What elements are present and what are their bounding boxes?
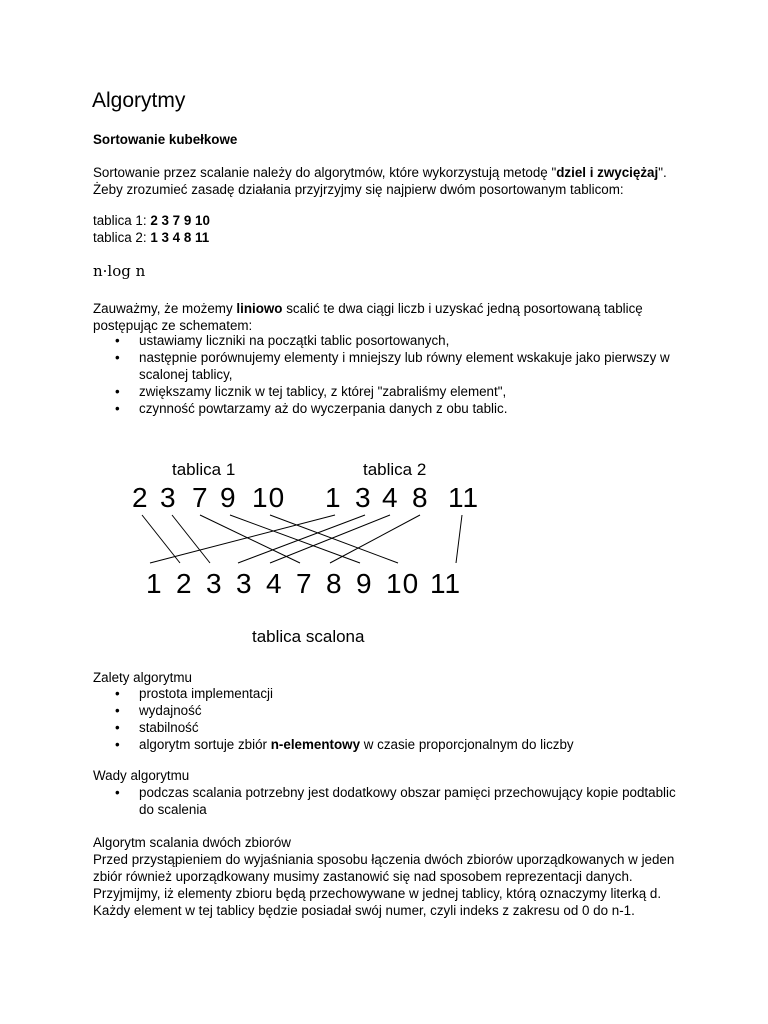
list-item-text-end: w czasie proporcjonalnym do liczby (360, 737, 574, 752)
para-line-1 (93, 300, 643, 317)
array-2-label: tablica 2: (93, 230, 151, 245)
list-item (93, 349, 670, 383)
bullet-icon: • (115, 686, 120, 701)
advantages-list (93, 685, 574, 753)
bullet-icon: • (115, 703, 120, 718)
bullet-icon: • (115, 333, 120, 348)
top-row-number: 9 (220, 482, 237, 513)
list-item-text: prostota implementacji (139, 686, 273, 701)
array-1-line (93, 212, 210, 229)
intro-line-2: Żeby zrozumieć zasadę działania przyjrzyjmy się najpierw dwóm posortowanym tablicom: (93, 182, 624, 197)
complexity-formula: n·log n (93, 262, 146, 280)
top-row-number: 2 (132, 482, 149, 513)
top-row-number: 1 (325, 482, 342, 513)
list-item (93, 332, 670, 349)
merge-line-3: Przyjmijmy, iż elementy zbioru będą przechowywane w jednej tablicy, którą oznaczymy literką d. (93, 886, 662, 901)
connector-line (142, 515, 180, 563)
merged-row-number: 10 (386, 568, 420, 599)
para-text: Zauważmy, że możemy (93, 301, 237, 316)
steps-list (93, 332, 670, 417)
list-item-text: algorytm sortuje zbiór (139, 737, 271, 752)
array-2-values: 1 3 4 8 11 (150, 230, 210, 245)
merge-line-4: Każdy element w tej tablicy będzie posiadał swój numer, czyli indeks z zakresu od 0 do n-1. (93, 903, 635, 918)
list-item-text: wydajność (139, 703, 202, 718)
list-item-text-cont: do scalenia (139, 802, 207, 817)
list-item-text-cont: scalonej tablicy, (139, 367, 233, 382)
list-item (93, 383, 670, 400)
merged-row-number: 8 (326, 568, 343, 599)
list-item-text: czynność powtarzamy aż do wyczerpania danych z obu tablic. (139, 401, 508, 416)
merge-line-1: Przed przystąpieniem do wyjaśniania sposobu łączenia dwóch zbiorów uporządkowanych w jeden (93, 852, 675, 867)
disadvantages-heading: Wady algorytmu (93, 768, 190, 783)
bullet-icon: • (115, 737, 120, 752)
intro-text-end: ". (658, 165, 667, 180)
connector-line (456, 515, 462, 563)
merged-row-number: 3 (236, 568, 253, 599)
bullet-icon: • (115, 720, 120, 735)
merged-row-number: 9 (356, 568, 373, 599)
top-row-number: 8 (412, 482, 429, 513)
para-emphasis: liniowo (236, 301, 283, 316)
merged-row-number: 11 (430, 568, 462, 599)
diagram-connector-lines (120, 455, 500, 655)
top-row-number: 11 (448, 482, 480, 513)
list-item (93, 702, 574, 719)
intro-emphasis: dziel i zwyciężaj (556, 165, 659, 180)
intro-line-1 (93, 164, 667, 181)
array-2-line (93, 229, 209, 246)
connector-line (330, 515, 420, 563)
merge-heading: Algorytm scalania dwóch zbiorów (93, 835, 291, 850)
list-item (93, 736, 574, 753)
top-row-number: 3 (355, 482, 372, 513)
list-item (93, 685, 574, 702)
bullet-icon: • (115, 384, 120, 399)
merged-row-number: 7 (296, 568, 313, 599)
diagram-label-array-2: tablica 2 (363, 460, 427, 479)
bullet-icon: • (115, 785, 120, 800)
array-1-label: tablica 1: (93, 213, 151, 228)
top-row-number: 4 (382, 482, 399, 513)
bullet-icon: • (115, 401, 120, 416)
merged-row-number: 2 (176, 568, 193, 599)
list-item-emphasis: n-elementowy (270, 737, 361, 752)
array-1-values: 2 3 7 9 10 (150, 213, 210, 228)
connector-line (238, 515, 365, 563)
advantages-heading: Zalety algorytmu (93, 670, 192, 685)
merged-row-number: 4 (266, 568, 283, 599)
para-text-end: scalić te dwa ciągi liczb i uzyskać jedną posortowaną tablicę (282, 301, 643, 316)
list-item (93, 784, 676, 818)
intro-text: Sortowanie przez scalanie należy do algorytmów, które wykorzystują metodę " (93, 165, 557, 180)
list-item-text: następnie porównujemy elementy i mniejszy lub równy element wskakuje jako pierwszy w (139, 350, 670, 365)
disadvantages-list (93, 784, 676, 818)
merged-row-number: 3 (206, 568, 223, 599)
diagram-label-array-1: tablica 1 (172, 460, 236, 479)
merge-line-2: zbiór również uporządkowany musimy zastanowić się nad sposobem reprezentacji danych. (93, 869, 633, 884)
top-row-number: 3 (160, 482, 177, 513)
merge-diagram (120, 455, 500, 655)
list-item (93, 719, 574, 736)
diagram-caption: tablica scalona (252, 627, 365, 646)
merged-row-number: 1 (146, 568, 163, 599)
list-item-text: podczas scalania potrzebny jest dodatkowy obszar pamięci przechowujący kopie podtablic (139, 785, 676, 800)
bullet-icon: • (115, 350, 120, 365)
top-row-number: 10 (252, 482, 286, 513)
list-item (93, 400, 670, 417)
list-item-text: ustawiamy liczniki na początki tablic posortowanych, (139, 333, 450, 348)
section-subtitle: Sortowanie kubełkowe (93, 132, 238, 147)
page-title: Algorytmy (92, 89, 186, 112)
list-item-text: zwiększamy licznik w tej tablicy, z której "zabraliśmy element", (139, 384, 507, 399)
para-line-2: postępując ze schematem: (93, 318, 253, 333)
top-row-number: 7 (192, 482, 209, 513)
list-item-text: stabilność (139, 720, 199, 735)
